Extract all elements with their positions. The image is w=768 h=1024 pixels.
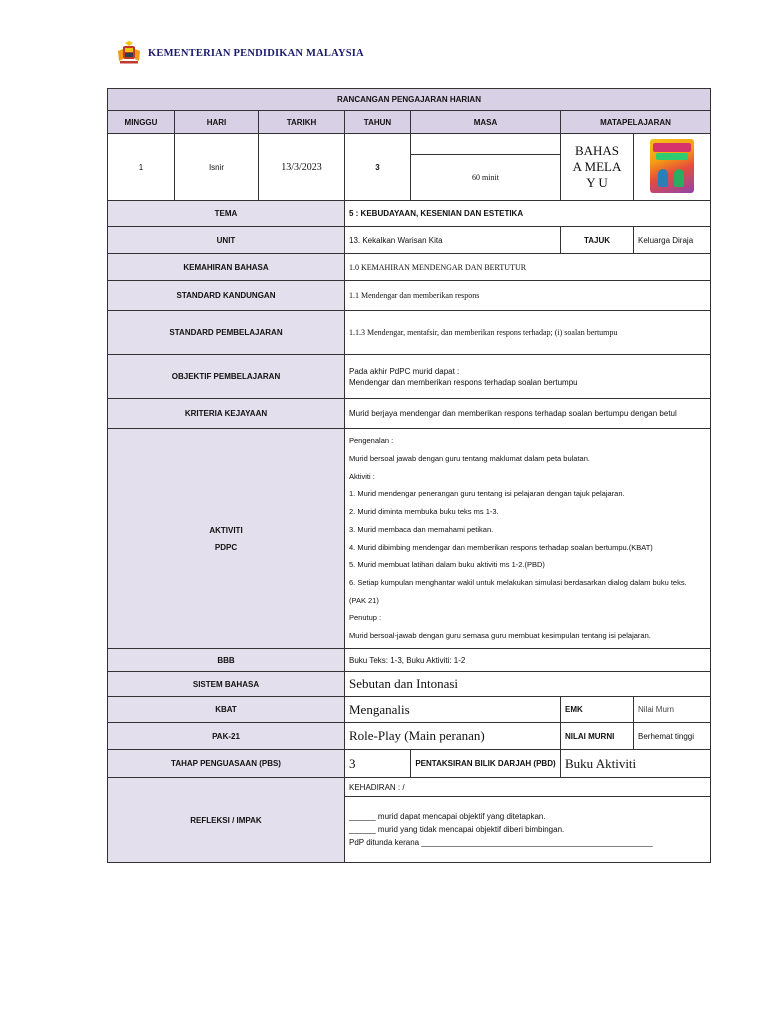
aktiviti-line: Penutup : xyxy=(349,613,382,623)
aktiviti-line: Pengenalan : xyxy=(349,436,394,446)
kbat-label: KBAT xyxy=(108,697,345,723)
tp-value: 3 xyxy=(345,750,411,778)
emk-value: Nilai Murn xyxy=(634,697,711,723)
aktiviti-label xyxy=(108,429,345,649)
malaysia-crest-icon xyxy=(116,41,142,65)
refleksi-content xyxy=(345,797,711,863)
kriteria-label: KRITERIA KEJAYAAN xyxy=(108,399,345,429)
kriteria-value: Murid berjaya mendengar dan memberikan respons terhadap soalan bertumpu dengan betul xyxy=(345,399,711,429)
tahun-value: 3 xyxy=(345,134,411,201)
refleksi-line-3: PdP ditunda kerana ____________________________________________________ xyxy=(349,838,653,847)
lesson-plan-table xyxy=(107,88,711,863)
aktiviti-label-2: PDPC xyxy=(214,542,238,552)
masa-value: 60 minit xyxy=(411,155,561,201)
aktiviti-content xyxy=(345,429,711,649)
pak21-label: PAK-21 xyxy=(108,723,345,750)
objektif-line-2: Mendengar dan memberikan respons terhadap soalan bertumpu xyxy=(349,377,578,387)
tajuk-value: Keluarga Diraja xyxy=(634,227,711,254)
refleksi-label: REFLEKSI / IMPAK xyxy=(108,778,345,863)
aktiviti-line: 5. Murid membuat latihan dalam buku aktiviti ms 1-2.(PBD) xyxy=(349,560,545,570)
minggu-value: 1 xyxy=(108,134,175,201)
col-tarikh: TARIKH xyxy=(259,111,345,134)
kemahiran-value: 1.0 KEMAHIRAN MENDENGAR DAN BERTUTUR xyxy=(345,254,711,281)
col-masa: MASA xyxy=(411,111,561,134)
tema-label: TEMA xyxy=(108,201,345,227)
sp-value: 1.1.3 Mendengar, mentafsir, dan memberikan respons terhadap; (i) soalan bertumpu xyxy=(345,311,711,355)
refleksi-line-1: ______ murid dapat mencapai objektif yang ditetapkan. xyxy=(349,812,546,821)
kehadiran-value: KEHADIRAN : / xyxy=(345,778,711,797)
tajuk-label: TAJUK xyxy=(561,227,634,254)
kbat-value: Menganalis xyxy=(345,697,561,723)
emk-label: EMK xyxy=(561,697,634,723)
tarikh-value: 13/3/2023 xyxy=(259,134,345,201)
tema-value: 5 : KEBUDAYAAN, KESENIAN DAN ESTETIKA xyxy=(345,201,711,227)
ministry-name: KEMENTERIAN PENDIDIKAN MALAYSIA xyxy=(148,47,364,59)
sp-label: STANDARD PEMBELAJARAN xyxy=(108,311,345,355)
objektif-value xyxy=(345,355,711,399)
aktiviti-line: 6. Setiap kumpulan menghantar wakil untuk melakukan simulasi berdasarkan dialog dalam buku teks. xyxy=(349,577,687,587)
bbb-label: BBB xyxy=(108,649,345,672)
unit-value: 13. Kekalkan Warisan Kita xyxy=(345,227,561,254)
masa-blank xyxy=(411,134,561,155)
aktiviti-line: 1. Murid mendengar penerangan guru tentang isi pelajaran dengan tajuk pelajaran. xyxy=(349,489,625,499)
aktiviti-line: (PAK 21) xyxy=(349,595,379,605)
col-minggu: MINGGU xyxy=(108,111,175,134)
table-title: RANCANGAN PENGAJARAN HARIAN xyxy=(108,89,711,111)
tp-label: TAHAP PENGUASAAN (PBS) xyxy=(108,750,345,778)
nilai-murni-label: NILAI MURNI xyxy=(561,723,634,750)
objektif-label: OBJEKTIF PEMBELAJARAN xyxy=(108,355,345,399)
pbd-value: Buku Aktiviti xyxy=(561,750,711,778)
bbb-value: Buku Teks: 1-3, Buku Aktiviti: 1-2 xyxy=(345,649,711,672)
hari-value: Isnir xyxy=(175,134,259,201)
col-hari: HARI xyxy=(175,111,259,134)
sk-label: STANDARD KANDUNGAN xyxy=(108,281,345,311)
objektif-line-1: Pada akhir PdPC murid dapat : xyxy=(349,366,460,376)
pak21-value: Role-Play (Main peranan) xyxy=(345,723,561,750)
aktiviti-line: 4. Murid dibimbing mendengar dan memberikan respons terhadap soalan bertumpu.(KBAT) xyxy=(349,542,653,552)
kemahiran-label: KEMAHIRAN BAHASA xyxy=(108,254,345,281)
col-matapelajaran: MATAPELAJARAN xyxy=(561,111,711,134)
book-cover-image xyxy=(650,139,694,193)
sistem-bahasa-label: SISTEM BAHASA xyxy=(108,672,345,697)
ministry-header xyxy=(116,40,364,66)
book-cover-cell xyxy=(634,134,711,201)
sistem-bahasa-value: Sebutan dan Intonasi xyxy=(345,672,711,697)
aktiviti-line: Murid bersoal-jawab dengan guru semasa guru membuat kesimpulan tentang isi pelajaran. xyxy=(349,631,651,641)
sk-value: 1.1 Mendengar dan memberikan respons xyxy=(345,281,711,311)
nilai-murni-value: Berhemat tinggi xyxy=(634,723,711,750)
pbd-label: PENTAKSIRAN BILIK DARJAH (PBD) xyxy=(411,750,561,778)
aktiviti-line: 3. Murid membaca dan memahami petikan. xyxy=(349,524,494,534)
aktiviti-label-1: AKTIVITI xyxy=(209,525,243,535)
aktiviti-line: Aktiviti : xyxy=(349,471,375,481)
refleksi-line-2: ______ murid yang tidak mencapai objektif diberi bimbingan. xyxy=(349,825,565,834)
subject-value: BAHAS A MELAY U xyxy=(561,134,634,201)
aktiviti-line: Murid bersoal jawab dengan guru tentang maklumat dalam peta bulatan. xyxy=(349,453,590,463)
unit-label: UNIT xyxy=(108,227,345,254)
col-tahun: TAHUN xyxy=(345,111,411,134)
aktiviti-line: 2. Murid diminta membuka buku teks ms 1-3. xyxy=(349,507,499,517)
